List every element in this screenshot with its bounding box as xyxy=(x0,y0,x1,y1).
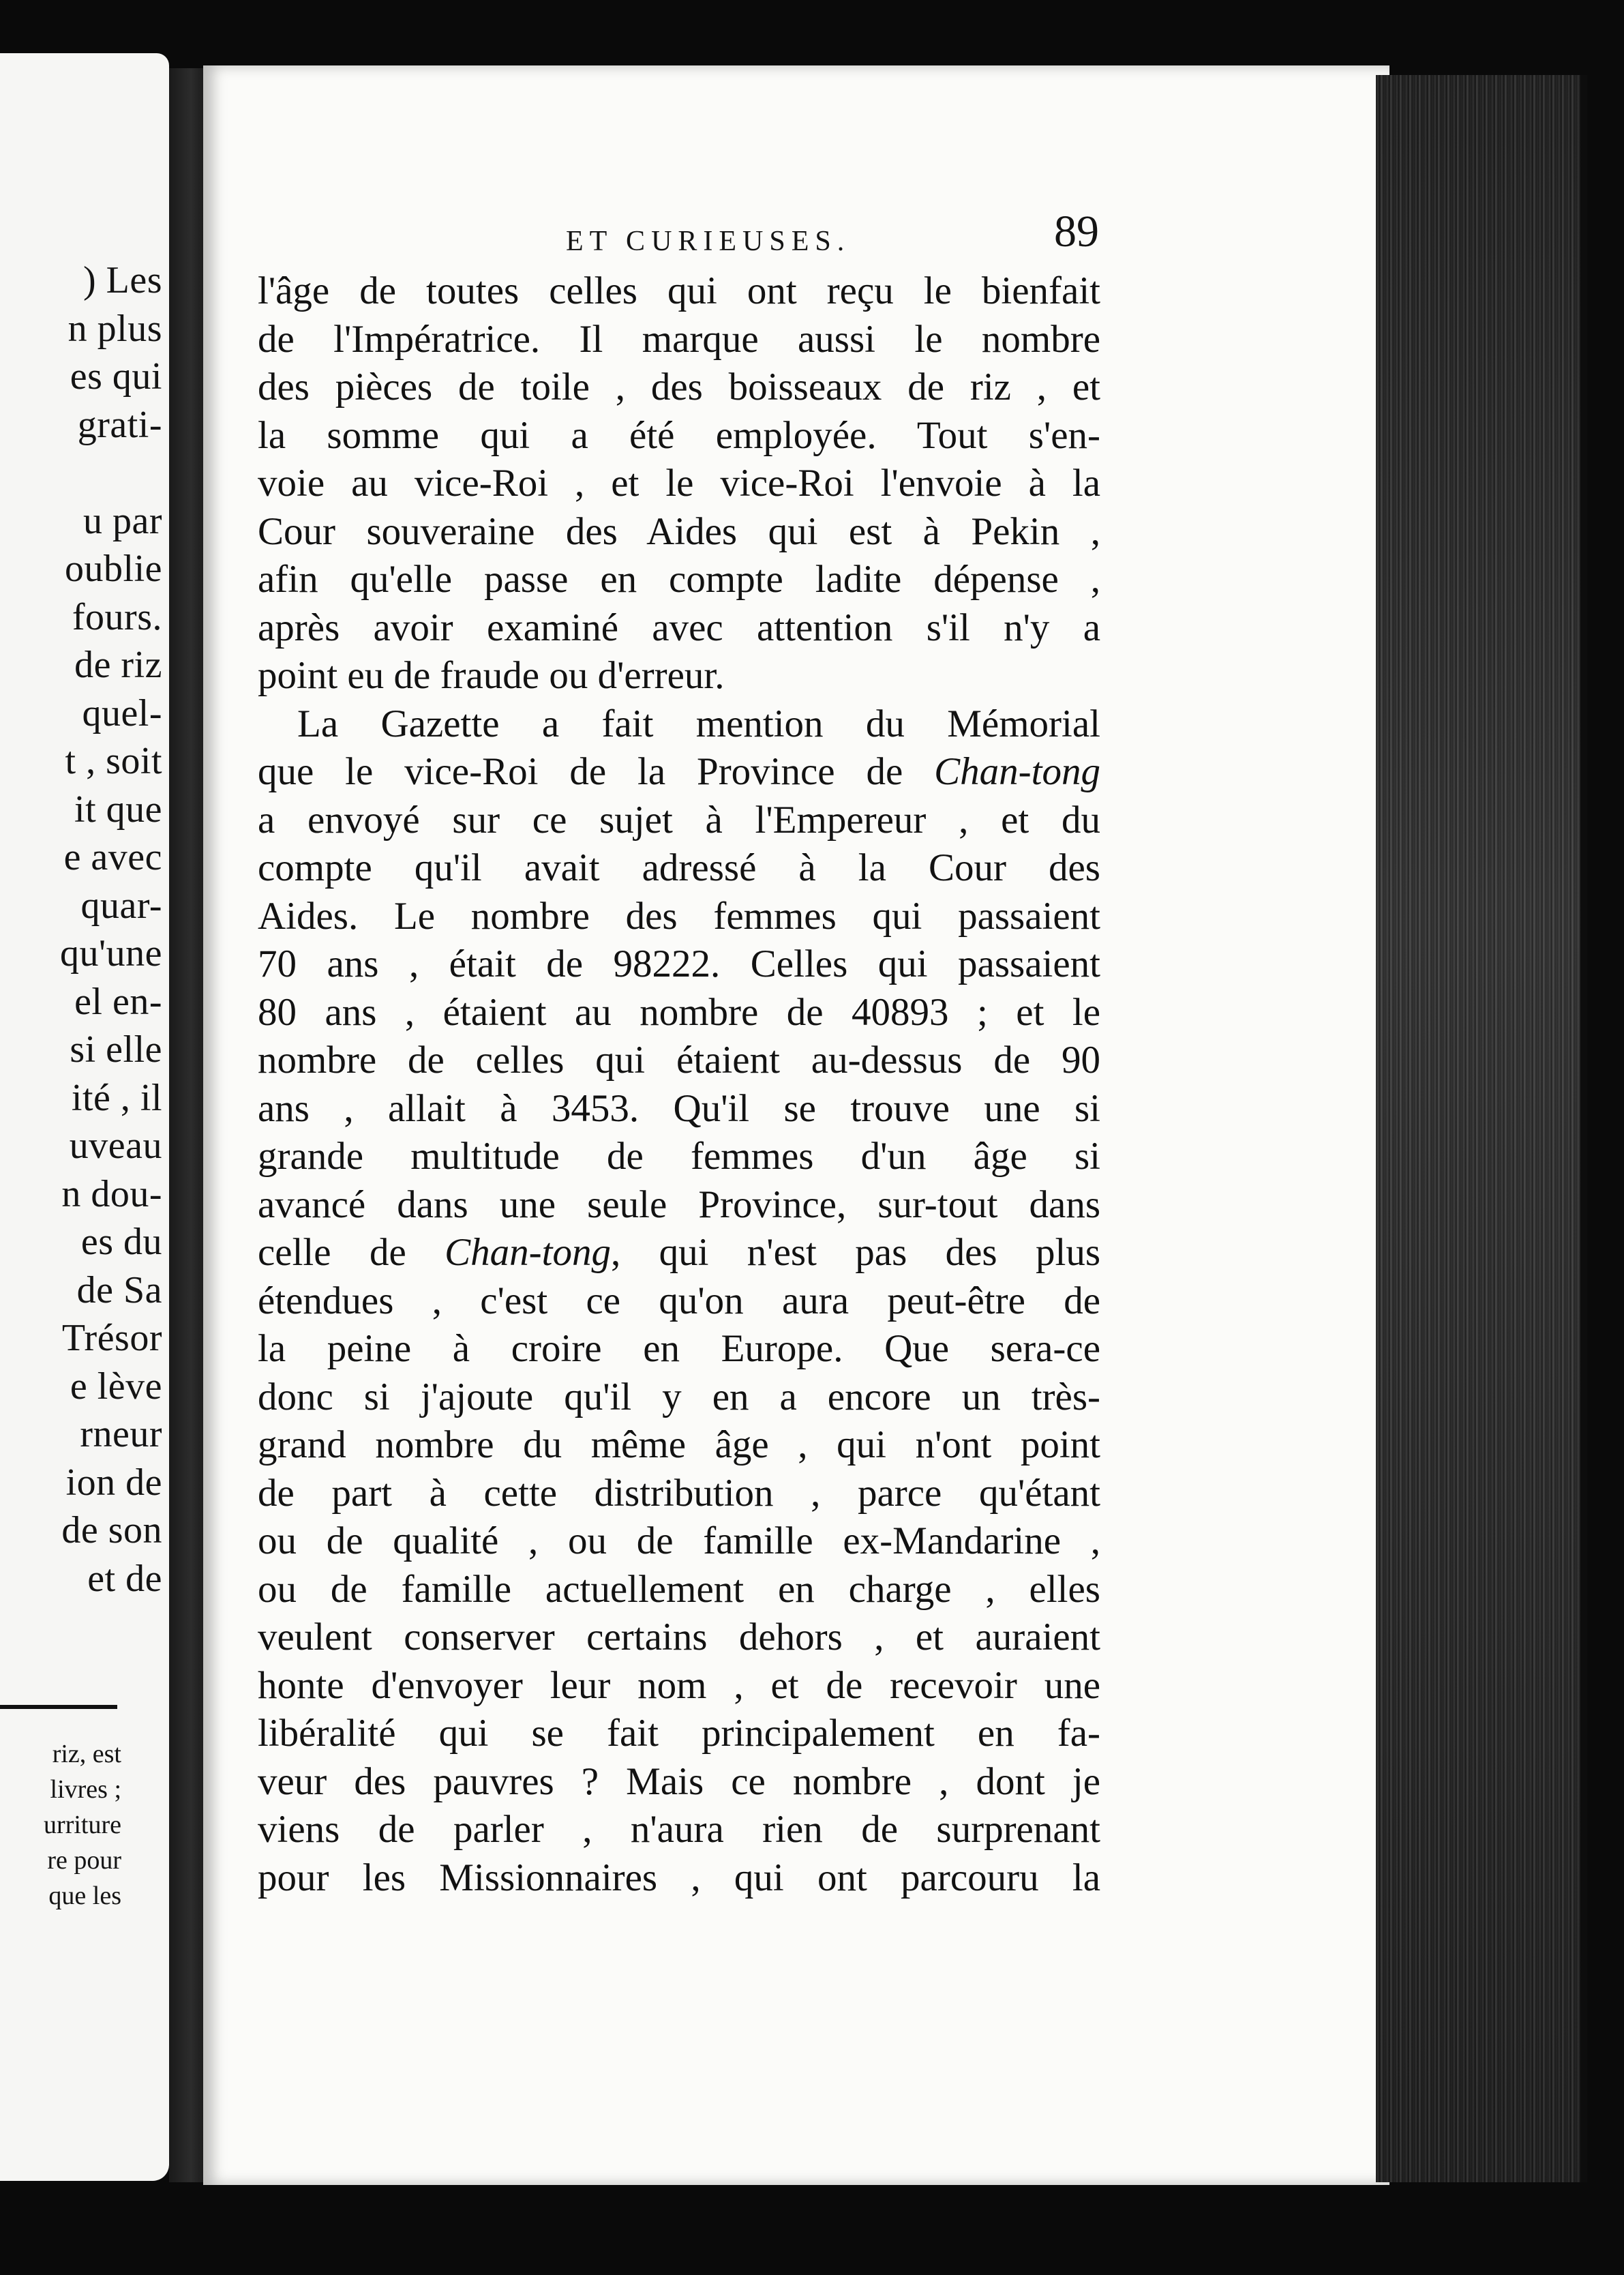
footnote-line: riz, est xyxy=(52,1740,121,1768)
left-text-line: qu'une xyxy=(60,932,162,975)
left-text-line: oublie xyxy=(65,548,162,590)
left-page-text xyxy=(60,256,162,1603)
text-line: honte d'envoyer leur nom , et de recevoir une xyxy=(258,1663,1100,1707)
text-line: grand nombre du même âge , qui n'ont point xyxy=(258,1423,1100,1466)
text-line: la somme qui a été employée. Tout s'en- xyxy=(258,413,1100,457)
text-line: point eu de fraude ou d'erreur. xyxy=(258,654,725,697)
text-line: veulent conserver certains dehors , et auraient xyxy=(258,1616,1100,1659)
text-line: Aides. Le nombre des femmes qui passaient xyxy=(258,894,1100,938)
footnote-line: livres ; xyxy=(50,1775,121,1804)
left-text-line: de riz xyxy=(74,644,162,686)
text-line: étendues , c'est ce qu'on aura peut-être de xyxy=(258,1279,1100,1322)
left-text-line: quar- xyxy=(80,884,162,927)
text-line: pour les Missionnaires , qui ont parcouru la xyxy=(258,1856,1100,1899)
left-text-line: t , soit xyxy=(65,740,162,782)
left-text-line: de Sa xyxy=(76,1268,162,1311)
left-text-line: ion de xyxy=(65,1461,162,1504)
text-line: 70 ans , était de 98222. Celles qui passaient xyxy=(258,942,1100,985)
left-text-line: fours. xyxy=(72,595,162,638)
left-text-line: si elle xyxy=(70,1028,162,1071)
footnote-line: re pour xyxy=(47,1846,121,1875)
text-line: afin qu'elle passe en compte ladite dépense , xyxy=(258,558,1100,601)
text-line: voie au vice-Roi , et le vice-Roi l'envoie à la xyxy=(258,462,1100,505)
text-line: ou de famille actuellement en charge , elles xyxy=(258,1567,1100,1611)
left-text-line: el en- xyxy=(74,980,162,1023)
left-text-line: ité , il xyxy=(71,1076,162,1119)
text-line: viens de parler , n'aura rien de surprenant xyxy=(258,1808,1100,1851)
place-name: Chan-tong xyxy=(934,750,1100,793)
left-text-line: et de xyxy=(87,1557,162,1600)
text-line: après avoir examiné avec attention s'il n'y a xyxy=(258,606,1100,649)
left-page-footnote xyxy=(44,1736,121,1914)
text-line: ans , allait à 3453. Qu'il se trouve une si xyxy=(258,1086,1100,1130)
text-line: l'âge de toutes celles qui ont reçu le bienfait xyxy=(258,269,1100,312)
left-text-line: n dou- xyxy=(61,1172,162,1215)
left-text-line: es du xyxy=(80,1221,162,1263)
text-line: des pièces de toile , des boisseaux de riz , et xyxy=(258,366,1100,408)
text-line: nombre de celles qui étaient au-dessus de 90 xyxy=(258,1039,1100,1082)
text-line: La Gazette a fait mention du Mémorial xyxy=(297,702,1100,745)
footnote-rule xyxy=(0,1705,117,1709)
text-line: libéralité qui se fait principalement en fa- xyxy=(258,1712,1100,1755)
footnote-line: urriture xyxy=(44,1811,121,1839)
left-text-line: uveau xyxy=(69,1125,162,1167)
text-line: la peine à croire en Europe. Que sera-ce xyxy=(258,1327,1100,1370)
text-line: ou de qualité , ou de famille ex-Mandarine , xyxy=(258,1519,1100,1562)
text-line: a envoyé sur ce sujet à l'Empereur , et du xyxy=(258,798,1100,842)
left-text-line: ) Les xyxy=(82,259,162,301)
left-text-line: Trésor xyxy=(61,1317,162,1359)
page-edge xyxy=(1376,75,1587,2182)
text-line: grande multitude de femmes d'un âge si xyxy=(258,1135,1100,1178)
running-title: ET CURIEUSES. xyxy=(566,226,851,257)
text-line: de l'Impératrice. Il marque aussi le nombre xyxy=(258,317,1100,361)
text-line: 80 ans , étaient au nombre de 40893 ; et le xyxy=(258,990,1100,1034)
left-text-line: de son xyxy=(61,1509,162,1551)
left-text-line: n plus xyxy=(67,307,162,350)
left-text-line: u par xyxy=(82,499,162,542)
left-text-line: it que xyxy=(74,788,162,831)
left-text-line: grati- xyxy=(77,403,162,446)
text-line: que le vice-Roi de la Province de Chan-tong xyxy=(258,750,1100,793)
text-line: avancé dans une seule Province, sur-tout dans xyxy=(258,1183,1100,1226)
page-number: 89 xyxy=(1054,207,1099,256)
left-text-line: es qui xyxy=(70,355,162,398)
left-text-line: rneur xyxy=(80,1413,162,1455)
place-name: Chan-tong xyxy=(445,1231,611,1274)
left-text-line: quel- xyxy=(82,692,162,734)
left-facing-page xyxy=(0,53,169,2181)
footnote-line: que les xyxy=(48,1882,121,1910)
left-text-line: e lève xyxy=(70,1365,162,1408)
body-text xyxy=(258,267,1100,1902)
text-line: celle de Chan-tong, qui n'est pas des plus xyxy=(258,1231,1100,1274)
text-line: Cour souveraine des Aides qui est à Pekin , xyxy=(258,509,1100,553)
text-line: de part à cette distribution , parce qu'étant xyxy=(258,1471,1100,1515)
left-text-line: e avec xyxy=(63,836,162,878)
text-line: donc si j'ajoute qu'il y en a encore un très- xyxy=(258,1375,1100,1418)
left-text-line xyxy=(60,449,162,497)
text-line: veur des pauvres ? Mais ce nombre , dont je xyxy=(258,1759,1100,1803)
text-line: compte qu'il avait adressé à la Cour des xyxy=(258,846,1100,889)
